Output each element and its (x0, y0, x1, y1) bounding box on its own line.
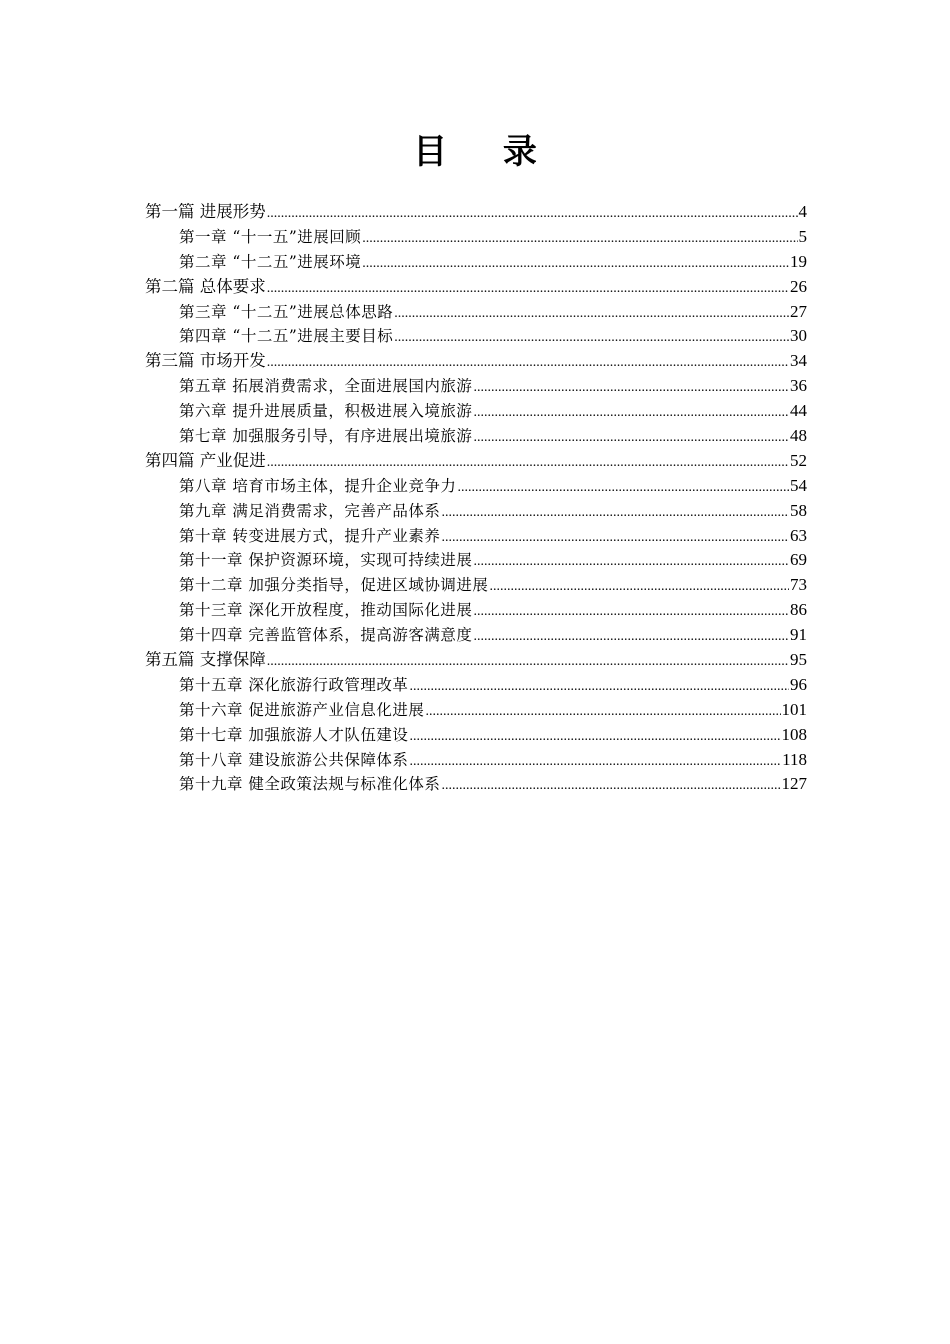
toc-entry-label: 第十五章 深化旅游行政管理改革 (179, 675, 409, 694)
toc-entry-chapter[interactable] (145, 548, 807, 573)
toc-leader-dots (267, 351, 789, 376)
toc-leader-dots (362, 252, 789, 277)
toc-leader-dots (409, 675, 789, 700)
toc-leader-dots (267, 277, 789, 302)
toc-entry-label: 第一章 “十一五”进展回顾 (179, 227, 362, 246)
toc-entry-part[interactable] (145, 349, 807, 374)
toc-entry-page: 27 (790, 301, 807, 321)
toc-entry-label: 第三篇 市场开发 (145, 351, 266, 371)
toc-entry-chapter[interactable] (145, 424, 807, 449)
toc-entry-page: 58 (790, 500, 807, 520)
toc-entry-chapter[interactable] (145, 225, 807, 250)
toc-leader-dots (267, 650, 789, 675)
toc-entry-chapter[interactable] (145, 673, 807, 698)
toc-entry-page: 69 (790, 550, 807, 570)
toc-leader-dots (441, 526, 789, 551)
toc-entry-page: 73 (790, 575, 807, 595)
toc-entry-page: 95 (790, 650, 807, 670)
toc-leader-dots (362, 227, 797, 252)
toc-entry-part[interactable] (145, 449, 807, 474)
toc-entry-chapter[interactable] (145, 474, 807, 499)
toc-entry-page: 30 (790, 326, 807, 346)
toc-leader-dots (267, 202, 798, 227)
toc-entry-page: 26 (790, 276, 807, 296)
toc-leader-dots (409, 750, 781, 775)
toc-leader-dots (425, 700, 780, 725)
toc-entry-label: 第十九章 健全政策法规与标准化体系 (179, 775, 441, 794)
toc-entry-label: 第十八章 建设旅游公共保障体系 (179, 750, 409, 769)
toc-entry-label: 第十六章 促进旅游产业信息化进展 (179, 700, 425, 719)
toc-title: 目 录 (413, 132, 559, 172)
toc-leader-dots (473, 550, 789, 575)
toc-entry-label: 第三章 “十二五”进展总体思路 (179, 302, 394, 321)
toc-entry-label: 第七章 加强服务引导，有序进展出境旅游 (179, 427, 473, 446)
toc-entry-page: 19 (790, 251, 807, 271)
toc-entry-chapter[interactable] (145, 399, 807, 424)
toc-entry-label: 第十章 转变进展方式，提升产业素养 (179, 526, 441, 545)
toc-entry-chapter[interactable] (145, 524, 807, 549)
toc-entry-part[interactable] (145, 275, 807, 300)
toc-entry-page: 4 (798, 202, 807, 221)
toc-entry-chapter[interactable] (145, 374, 807, 399)
toc-leader-dots (409, 725, 780, 750)
toc-entry-chapter[interactable] (145, 324, 807, 349)
toc-entry-chapter[interactable] (145, 499, 807, 524)
toc-entry-page: 52 (790, 450, 807, 470)
toc-leader-dots (394, 326, 789, 351)
toc-entry-label: 第二章 “十二五”进展环境 (179, 252, 362, 271)
toc-entry-page: 108 (781, 724, 807, 744)
toc-entry-page: 63 (790, 525, 807, 545)
toc-entry-label: 第一篇 进展形势 (145, 202, 266, 221)
toc-leader-dots (267, 451, 789, 476)
table-of-contents (145, 200, 807, 797)
toc-entry-page: 34 (790, 351, 807, 371)
toc-leader-dots (394, 302, 789, 327)
toc-leader-dots (473, 625, 789, 650)
toc-entry-label: 第二篇 总体要求 (145, 276, 266, 296)
toc-entry-label: 第十二章 加强分类指导，促进区域协调进展 (179, 576, 489, 595)
toc-entry-chapter[interactable] (145, 598, 807, 623)
toc-entry-page: 5 (798, 226, 807, 246)
toc-entry-page: 127 (781, 774, 807, 794)
toc-leader-dots (473, 426, 789, 451)
toc-entry-part[interactable] (145, 200, 807, 225)
toc-entry-chapter[interactable] (145, 623, 807, 648)
toc-entry-page: 36 (790, 376, 807, 396)
toc-leader-dots (489, 575, 789, 600)
toc-entry-label: 第十一章 保护资源环境，实现可持续进展 (179, 551, 473, 570)
toc-entry-page: 91 (790, 625, 807, 645)
toc-entry-label: 第四章 “十二五”进展主要目标 (179, 327, 394, 346)
toc-entry-part[interactable] (145, 648, 807, 673)
toc-entry-label: 第五篇 支撑保障 (145, 650, 266, 670)
toc-entry-chapter[interactable] (145, 250, 807, 275)
toc-entry-page: 44 (790, 401, 807, 421)
toc-entry-page: 118 (782, 749, 807, 769)
toc-entry-page: 54 (790, 475, 807, 495)
toc-leader-dots (441, 501, 789, 526)
toc-leader-dots (441, 774, 780, 799)
toc-entry-chapter[interactable] (145, 772, 807, 797)
toc-leader-dots (457, 476, 789, 501)
toc-entry-label: 第十四章 完善监管体系，提高游客满意度 (179, 626, 473, 645)
toc-leader-dots (473, 600, 789, 625)
toc-leader-dots (473, 376, 789, 401)
toc-entry-chapter[interactable] (145, 698, 807, 723)
toc-leader-dots (473, 401, 789, 426)
toc-entry-chapter[interactable] (145, 300, 807, 325)
toc-entry-label: 第十三章 深化开放程度，推动国际化进展 (179, 601, 473, 620)
toc-entry-page: 96 (790, 674, 807, 694)
toc-entry-label: 第九章 满足消费需求，完善产品体系 (179, 501, 441, 520)
toc-entry-page: 48 (790, 426, 807, 446)
toc-entry-chapter[interactable] (145, 748, 807, 773)
toc-entry-page: 101 (781, 699, 807, 719)
toc-entry-label: 第四篇 产业促进 (145, 450, 266, 470)
toc-entry-page: 86 (790, 600, 807, 620)
toc-entry-label: 第六章 提升进展质量，积极进展入境旅游 (179, 402, 473, 421)
toc-entry-chapter[interactable] (145, 573, 807, 598)
toc-entry-chapter[interactable] (145, 723, 807, 748)
toc-entry-label: 第十七章 加强旅游人才队伍建设 (179, 725, 409, 744)
toc-entry-label: 第五章 拓展消费需求，全面进展国内旅游 (179, 377, 473, 396)
toc-entry-label: 第八章 培育市场主体，提升企业竞争力 (179, 476, 457, 495)
